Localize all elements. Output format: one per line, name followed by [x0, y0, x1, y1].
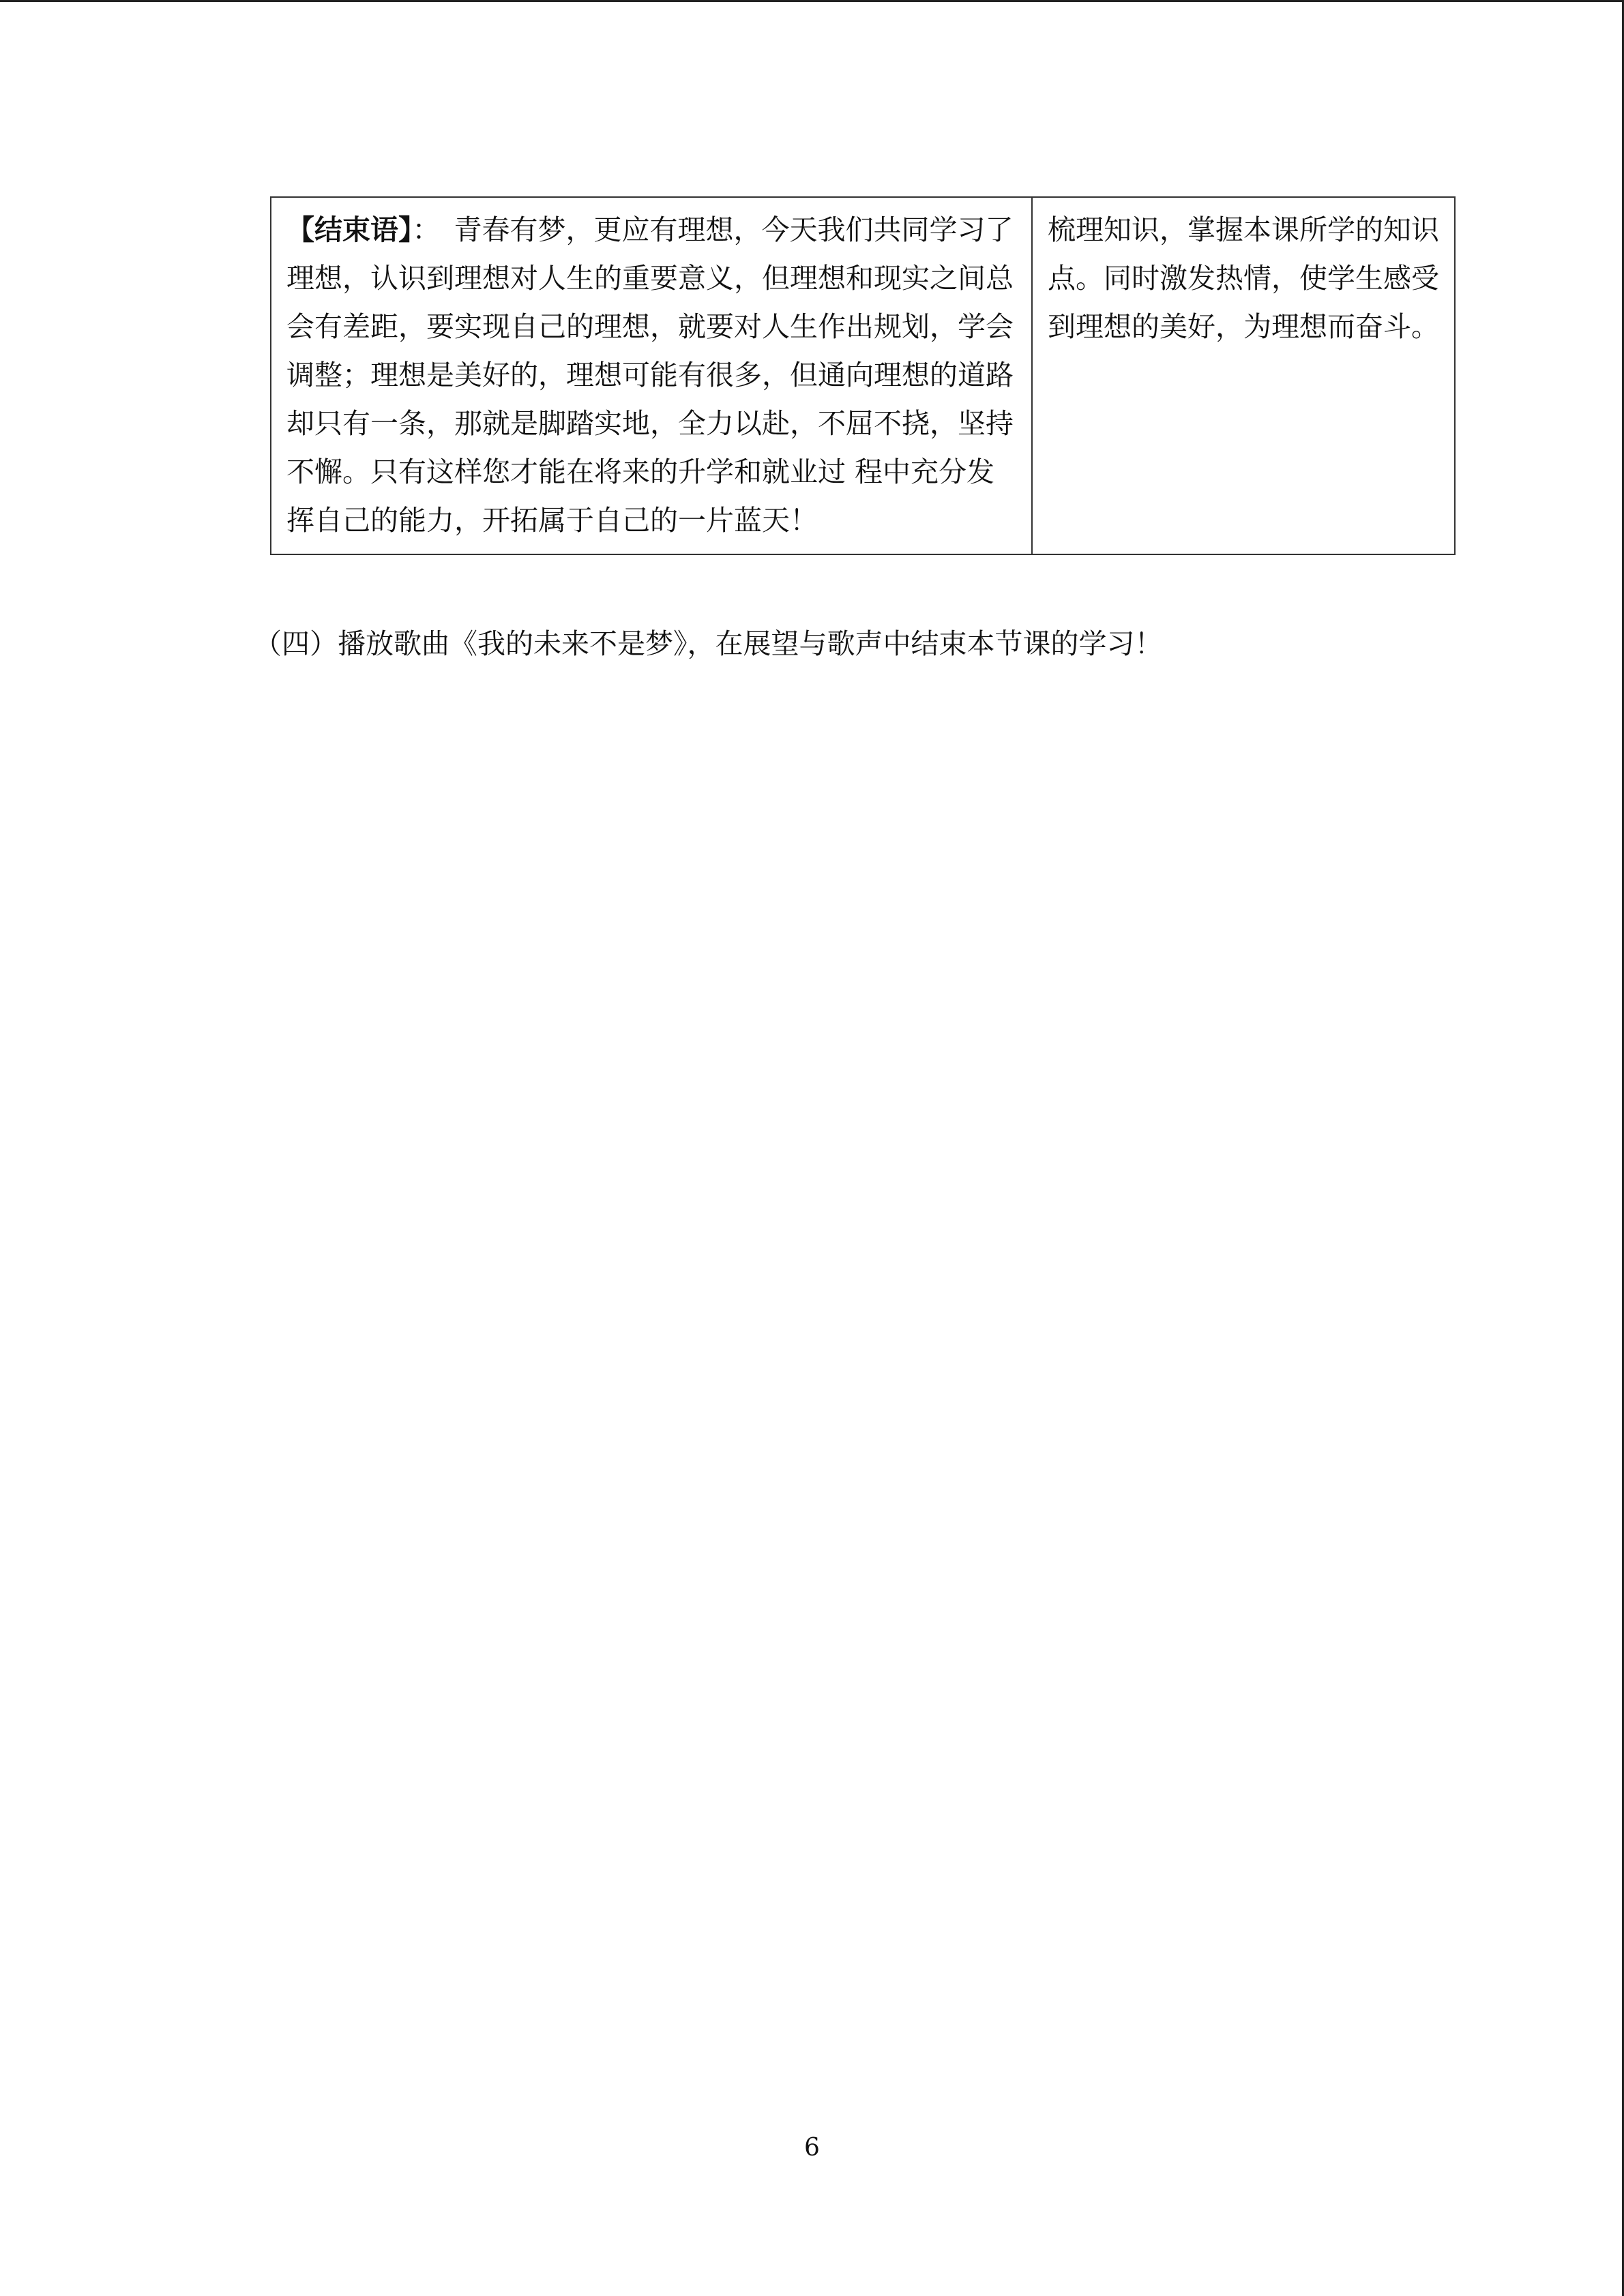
lesson-summary-table — [270, 196, 1456, 555]
page-number: 6 — [804, 2134, 820, 2162]
closing-remarks-cell — [271, 197, 1032, 554]
closing-remarks-text: 青春有梦，更应有理想，今天我们共同学习了理想，认识到理想对人生的重要意义，但理想和现实之间总会有差距，要实现自己的理想，就要对人生作出规划，学会 调整；理想是美好的，理想可能有很多，但通向理想的道路却只有一条，那就是脚踏实地，全力以赴，不屈不挠，坚持不懈。只有这样您才能在将来的升学和就业过 程中充分发挥自己的能力，开拓属于自己的一片蓝天！ — [286, 213, 1014, 537]
design-intent-cell — [1032, 197, 1455, 554]
page-top-border — [0, 0, 1624, 2]
closing-activity-paragraph: （四）播放歌曲《我的未来不是梦》，在展望与歌声中结束本节课的学习！ — [254, 627, 1163, 660]
closing-remarks-colon: ： — [412, 213, 441, 246]
design-intent-text: 梳理知识，掌握本课所学的知识点。同时激发热情，使学生感受到理想的美好，为理想而奋斗。 — [1048, 213, 1439, 343]
closing-remarks-heading: 【结束语】 — [286, 213, 413, 246]
table-row — [271, 197, 1455, 554]
